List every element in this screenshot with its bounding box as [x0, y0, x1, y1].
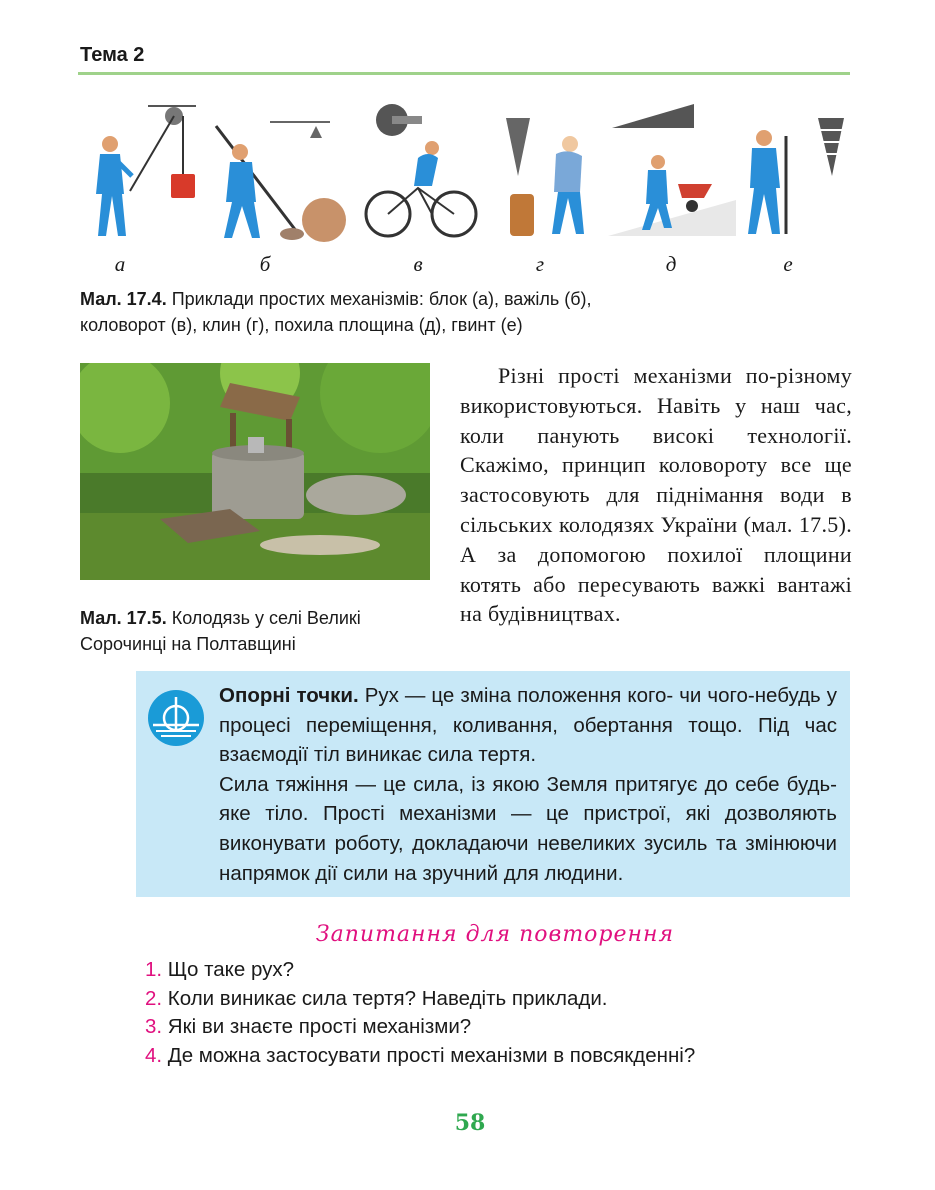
- key-points-title: Опорні точки.: [219, 684, 359, 707]
- pulley-illustration: [88, 96, 198, 246]
- figure-letter-e: е: [783, 252, 793, 276]
- questions-list: [145, 956, 695, 1071]
- figure-letter-b: б: [259, 252, 271, 276]
- figure-17-5-label: Мал. 17.5.: [80, 608, 167, 628]
- figure-17-4-caption-line1: Приклади простих механізмів: блок (а), важіль (б),: [166, 289, 592, 309]
- question-text: Коли виникає сила тертя? Наведіть приклади.: [162, 986, 608, 1010]
- target-icon: [147, 689, 205, 747]
- inclined-plane-illustration: [608, 96, 738, 246]
- lever-illustration: [210, 96, 350, 246]
- topic-heading: Тема 2: [80, 44, 145, 66]
- question-item: [145, 985, 695, 1014]
- question-item: [145, 956, 695, 985]
- screw-illustration: [740, 96, 850, 246]
- key-points-text: [219, 681, 837, 888]
- question-number: 2.: [145, 986, 163, 1010]
- figure-17-5-caption-line1: Колодязь у селі Великі: [166, 608, 361, 628]
- header-divider: [78, 72, 850, 75]
- figure-letter-v: в: [413, 252, 423, 276]
- figure-17-4-label: Мал. 17.4.: [80, 289, 167, 309]
- page-number: 58: [454, 1110, 486, 1136]
- question-item: [145, 1042, 695, 1071]
- main-paragraph: [460, 361, 852, 629]
- key-points-text-1: Рух — це зміна положення кого- чи чого-небудь у процесі переміщення, коливання, обертання тощо. Під час взаємодії тіл виникає сила тертя.: [219, 684, 837, 767]
- question-number: 3.: [145, 1015, 163, 1039]
- figure-17-4-caption-line2: коловорот (в), клин (г), похила площина (д), гвинт (е): [80, 315, 523, 335]
- questions-title: Запитання для повторення: [315, 922, 675, 947]
- wedge-illustration: [494, 96, 614, 246]
- question-text: Де можна застосувати прості механізми в повсякденні?: [162, 1044, 696, 1068]
- wheel-axle-illustration: [362, 96, 482, 246]
- question-text: Що таке рух?: [162, 958, 295, 981]
- question-number: 4.: [145, 1044, 163, 1068]
- question-number: 1.: [145, 958, 163, 981]
- main-paragraph-text: Різні прості механізми по-різному використовуються. Навіть у наш час, коли панують високі технології. Скажімо, принцип коловороту все ще застосовують для піднімання води в сільських колодязях України (мал. 17.5). А за допомогою похилої площини котять або пересувають важкі вантажі на будівництвах.: [460, 363, 852, 627]
- figure-letter-a: а: [114, 252, 126, 276]
- key-points-text-2: Сила тяжіння — це сила, із якою Земля притягує до себе будь-яке тіло. Прості механізми — це пристрої, які дозволяють виконувати роботу, докладаючи невеликих зусиль та змінюючи напрямок дії сили на зручний для людини.: [219, 772, 837, 885]
- figure-17-4-caption: [80, 286, 800, 338]
- figure-17-4-illustrations: [78, 96, 858, 246]
- figure-17-5-caption-line2: Сорочинці на Полтавщині: [80, 634, 296, 654]
- figure-letter-g: г: [535, 252, 545, 276]
- figure-letter-d: д: [665, 252, 677, 276]
- question-item: [145, 1013, 695, 1042]
- figure-17-5-caption: [80, 605, 430, 657]
- question-text: Які ви знаєте прості механізми?: [162, 1015, 472, 1039]
- well-photo: [80, 363, 430, 580]
